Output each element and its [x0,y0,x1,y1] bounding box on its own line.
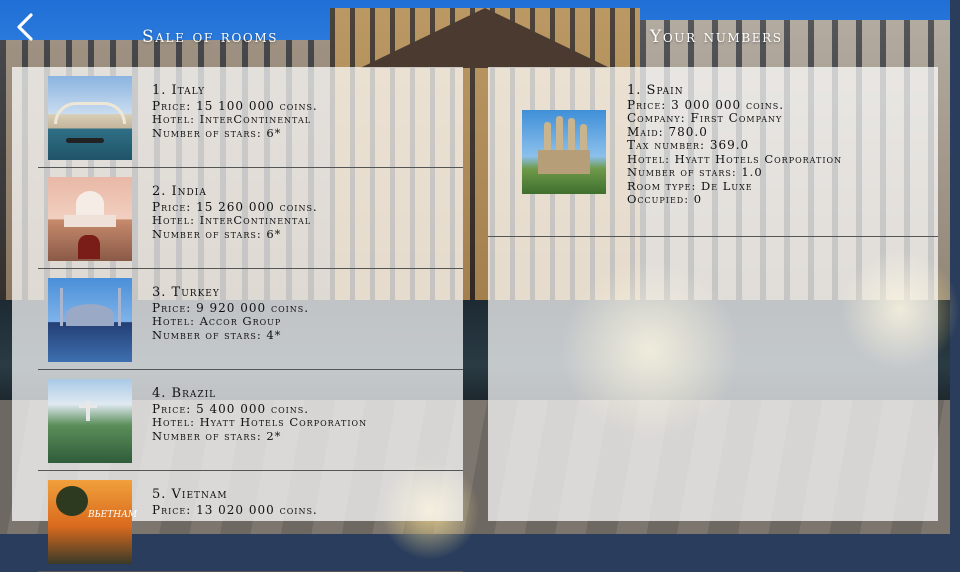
room-hotel: Hotel: Hyatt Hotels Corporation [627,151,843,166]
room-item-india[interactable] [12,168,463,269]
room-company: Company: First Company [627,111,783,125]
room-thumbnail [48,76,132,160]
room-name: 4. Brazil [152,386,217,401]
room-hotel: Hotel: InterContinental [152,213,312,227]
sale-rooms-panel[interactable] [12,67,463,521]
room-hotel: Hotel: InterContinental [152,112,312,126]
room-name: 2. India [152,184,207,199]
room-price: Price: 3 000 000 coins. [627,97,785,112]
room-item-italy[interactable] [12,67,463,168]
room-name: 1. Spain [627,83,684,98]
room-price: Price: 15 100 000 coins. [152,98,318,113]
owned-room-spain[interactable] [488,67,938,237]
room-price: Price: 13 020 000 coins. [152,502,318,517]
room-item-brazil[interactable] [12,370,463,471]
room-stars: Number of stars: 6* [152,125,282,140]
room-name: 5. Vietnam [152,487,228,502]
room-price: Price: 9 920 000 coins. [152,300,310,315]
room-name: 3. Turkey [152,285,220,300]
room-stars: Number of stars: 1.0 [627,165,763,179]
room-thumbnail [522,110,606,194]
room-price: Price: 15 260 000 coins. [152,199,318,214]
building-roof [360,8,610,68]
room-stars: Number of stars: 6* [152,226,282,241]
room-maid: Maid: 780.0 [627,124,708,139]
sale-of-rooms-title: Sale of rooms [142,27,279,47]
your-numbers-panel[interactable] [488,67,938,521]
chevron-left-icon [14,12,36,42]
room-occupied: Occupied: 0 [627,192,703,206]
room-item-turkey[interactable] [12,269,463,370]
room-thumbnail [48,177,132,261]
room-thumbnail [48,480,138,564]
room-thumbnail [48,278,132,362]
your-numbers-title: Your numbers [650,27,783,47]
room-stars: Number of stars: 4* [152,327,282,342]
room-hotel: Hotel: Accor Group [152,314,282,328]
room-thumbnail [48,379,132,463]
room-price: Price: 5 400 000 coins. [152,401,310,416]
room-hotel: Hotel: Hyatt Hotels Corporation [152,415,368,429]
room-item-vietnam[interactable] [12,471,463,572]
room-stars: Number of stars: 2* [152,428,282,443]
thumbnail-sign-text: ВЬЕТНАМ [88,510,138,520]
room-name: 1. Italy [152,83,206,98]
room-type: Room type: De Luxe [627,178,753,193]
back-button[interactable] [8,10,42,44]
room-tax-number: Tax number: 369.0 [627,138,750,152]
